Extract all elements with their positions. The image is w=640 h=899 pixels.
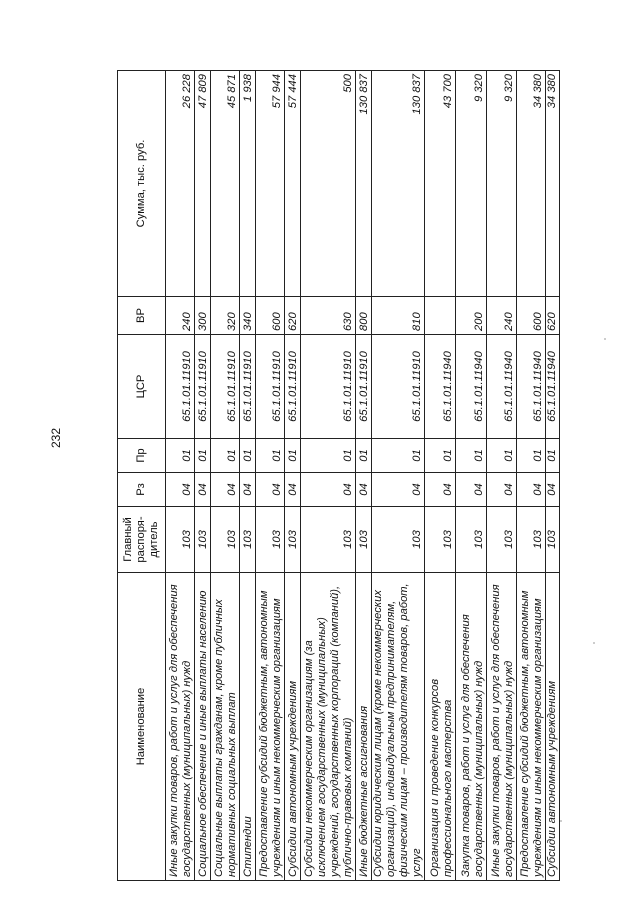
cell-admin: 103 [240, 507, 256, 573]
rotated-table-container [117, 71, 558, 881]
header-sum: Сумма, тыс. руб. [118, 71, 166, 297]
cell-admin: 103 [545, 507, 559, 573]
cell-csr: 65.1.01.11940 [516, 335, 545, 439]
cell-sum: 43 700 [424, 71, 455, 297]
cell-rz: 04 [285, 473, 301, 507]
cell-sum: 47 809 [195, 71, 211, 297]
cell-rz: 04 [356, 473, 372, 507]
table-row [285, 71, 301, 881]
header-rz: Рз [118, 473, 166, 507]
table-row [545, 71, 559, 881]
cell-csr: 65.1.01.11940 [486, 335, 516, 439]
cell-csr: 65.1.01.11910 [285, 335, 301, 439]
scan-speck [604, 338, 606, 340]
cell-name: Иные закупки товаров, работ и услуг для обеспечения государственных (муниципальных) нужд [486, 573, 516, 881]
cell-sum: 130 837 [372, 71, 425, 297]
cell-pr: 01 [372, 439, 425, 473]
cell-pr: 01 [545, 439, 559, 473]
page-number: 232 [49, 427, 63, 449]
cell-csr: 65.1.01.11940 [545, 335, 559, 439]
cell-admin: 103 [195, 507, 211, 573]
cell-csr: 65.1.01.11940 [424, 335, 455, 439]
cell-pr: 01 [516, 439, 545, 473]
cell-vr: 200 [455, 297, 486, 335]
cell-name: Субсидии автономным учреждениям [285, 573, 301, 881]
cell-pr: 01 [486, 439, 516, 473]
cell-rz: 04 [455, 473, 486, 507]
cell-pr: 01 [455, 439, 486, 473]
table-row [301, 71, 356, 881]
cell-pr: 01 [195, 439, 211, 473]
table-row [195, 71, 211, 881]
cell-name: Субсидии юридическим лицам (кроме некоммерческих организаций), индивидуальным предпринимателям, физическим лицам – производителям товаров, работ, услуг [372, 573, 425, 881]
cell-csr: 65.1.01.11910 [356, 335, 372, 439]
cell-name: Субсидии некоммерческим организациям (за исключением государственных (муниципальных) учреждений, государственных корпораций (компаний), публично-правовых компаний) [301, 573, 356, 881]
cell-vr: 320 [211, 297, 240, 335]
table-row [166, 71, 195, 881]
cell-csr: 65.1.01.11910 [301, 335, 356, 439]
table-row [455, 71, 486, 881]
cell-sum: 26 228 [166, 71, 195, 297]
cell-name: Субсидии автономным учреждениям [545, 573, 559, 881]
cell-vr: 340 [240, 297, 256, 335]
cell-sum: 34 380 [545, 71, 559, 297]
cell-rz: 04 [486, 473, 516, 507]
cell-admin: 103 [516, 507, 545, 573]
cell-admin: 103 [372, 507, 425, 573]
cell-admin: 103 [424, 507, 455, 573]
cell-csr: 65.1.01.11910 [195, 335, 211, 439]
cell-csr: 65.1.01.11910 [240, 335, 256, 439]
cell-vr: 620 [545, 297, 559, 335]
cell-rz: 04 [166, 473, 195, 507]
header-name: Наименование [118, 573, 166, 881]
cell-rz: 04 [240, 473, 256, 507]
table-row [486, 71, 516, 881]
cell-sum: 34 380 [516, 71, 545, 297]
cell-rz: 04 [195, 473, 211, 507]
scan-speck [593, 642, 595, 644]
cell-pr: 01 [256, 439, 285, 473]
cell-name: Закупка товаров, работ и услуг для обеспечения государственных (муниципальных) нужд [455, 573, 486, 881]
cell-pr: 01 [240, 439, 256, 473]
cell-pr: 01 [301, 439, 356, 473]
table-row [211, 71, 240, 881]
table-row [516, 71, 545, 881]
cell-vr: 800 [356, 297, 372, 335]
cell-pr: 01 [356, 439, 372, 473]
cell-vr [424, 297, 455, 335]
cell-sum: 1 938 [240, 71, 256, 297]
cell-vr: 600 [256, 297, 285, 335]
cell-vr: 240 [486, 297, 516, 335]
cell-pr: 01 [211, 439, 240, 473]
cell-rz: 04 [516, 473, 545, 507]
cell-name: Организация и проведение конкурсов профессионального мастерства [424, 573, 455, 881]
cell-vr: 810 [372, 297, 425, 335]
cell-name: Иные бюджетные ассигнования [356, 573, 372, 881]
cell-csr: 65.1.01.11910 [256, 335, 285, 439]
cell-admin: 103 [166, 507, 195, 573]
cell-rz: 04 [372, 473, 425, 507]
cell-vr: 630 [301, 297, 356, 335]
cell-sum: 500 [301, 71, 356, 297]
cell-rz: 04 [256, 473, 285, 507]
cell-pr: 01 [424, 439, 455, 473]
cell-admin: 103 [211, 507, 240, 573]
table-row [240, 71, 256, 881]
cell-csr: 65.1.01.11910 [372, 335, 425, 439]
cell-admin: 103 [356, 507, 372, 573]
cell-vr: 240 [166, 297, 195, 335]
table-row [256, 71, 285, 881]
cell-vr: 620 [285, 297, 301, 335]
table-header-row [118, 71, 166, 881]
table-row [372, 71, 425, 881]
cell-admin: 103 [285, 507, 301, 573]
cell-pr: 01 [285, 439, 301, 473]
cell-sum: 9 320 [486, 71, 516, 297]
cell-name: Предоставление субсидий бюджетным, автономным учреждениям и иным некоммерческим организациям [516, 573, 545, 881]
cell-rz: 04 [545, 473, 559, 507]
cell-pr: 01 [166, 439, 195, 473]
cell-name: Предоставление субсидий бюджетным, автономным учреждениям и иным некоммерческим организациям [256, 573, 285, 881]
table-row [356, 71, 372, 881]
table-row [424, 71, 455, 881]
cell-vr: 300 [195, 297, 211, 335]
header-pr: Пр [118, 439, 166, 473]
cell-name: Иные закупки товаров, работ и услуг для обеспечения государственных (муниципальных) нужд [166, 573, 195, 881]
cell-name: Стипендии [240, 573, 256, 881]
cell-sum: 45 871 [211, 71, 240, 297]
cell-vr: 600 [516, 297, 545, 335]
header-admin: Главный распоря-дитель [118, 507, 166, 573]
cell-admin: 103 [301, 507, 356, 573]
cell-admin: 103 [486, 507, 516, 573]
cell-csr: 65.1.01.11910 [211, 335, 240, 439]
cell-rz: 04 [424, 473, 455, 507]
cell-csr: 65.1.01.11910 [166, 335, 195, 439]
cell-csr: 65.1.01.11940 [455, 335, 486, 439]
cell-sum: 9 320 [455, 71, 486, 297]
cell-rz: 04 [301, 473, 356, 507]
cell-admin: 103 [455, 507, 486, 573]
budget-table [117, 70, 560, 881]
header-vr: ВР [118, 297, 166, 335]
header-csr: ЦСР [118, 335, 166, 439]
cell-rz: 04 [211, 473, 240, 507]
scan-speck [560, 820, 562, 822]
cell-name: Социальные выплаты гражданам, кроме публичных нормативных социальных выплат [211, 573, 240, 881]
cell-admin: 103 [256, 507, 285, 573]
cell-name: Социальное обеспечение и иные выплаты населению [195, 573, 211, 881]
cell-sum: 130 837 [356, 71, 372, 297]
cell-sum: 57 944 [256, 71, 285, 297]
cell-sum: 57 444 [285, 71, 301, 297]
